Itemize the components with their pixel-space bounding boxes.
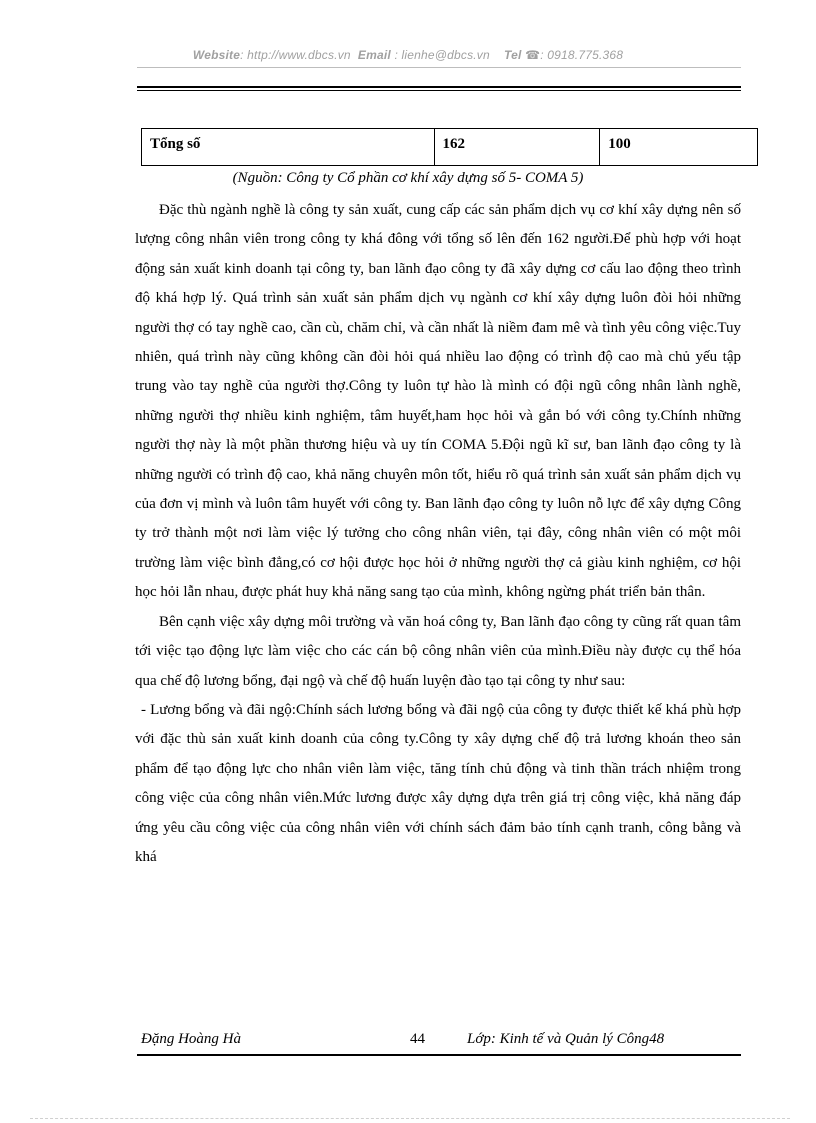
header-thin-rule (137, 67, 741, 68)
total-count-cell: 162 (434, 129, 600, 166)
summary-table (141, 128, 758, 166)
paragraph-compensation: - Lương bổng và đãi ngộ:Chính sách lương bổng và đãi ngộ của công ty được thiết kế khá phù hợp với đặc thù sản xuất kinh doanh của công ty.Công ty xây dựng chế độ trả lương khoán theo sản phẩm để tạo động lực cho nhân viên làm việc, tăng tính chủ động và tinh thần trách nhiệm trong công việc của công nhân viên.Mức lương được xây dựng dựa trên giá trị công việc, khả năng đáp ứng yêu cầu công việc của công nhân viên với chính sách đảm bảo tính cạnh tranh, công bằng và khá (135, 701, 741, 865)
page-header (0, 48, 816, 62)
tel-label: Tel (504, 48, 522, 62)
paragraph-workforce: Đặc thù ngành nghề là công ty sản xuất, cung cấp các sản phẩm dịch vụ cơ khí xây dựng nên số lượng công nhân viên trong công ty khá đông với tổng số lên đến 162 người.Để phù hợp với hoạt động sản xuất kinh doanh tại công ty, ban lãnh đạo công ty đã xây dựng cơ cấu lao động theo trình độ khá hợp lý. Quá trình sản xuất sản phẩm dịch vụ ngành cơ khí xây dựng luôn đòi hỏi những người thợ có tay nghề cao, cần cù, chăm chỉ, và cần nhất là niềm đam mê và tình yêu công việc.Tuy nhiên, quá trình này cũng không cần đòi hỏi quá nhiều lao động có trình độ cao mà chủ yếu tập trung vào tay nghề của người thợ.Công ty luôn tự hào là mình có đội ngũ công nhân lành nghề, những người thợ nhiều kinh nghiệm, tâm huyết,ham học hỏi và gắn bó với công ty.Chính những người thợ này là một phần thương hiệu và uy tín COMA 5.Đội ngũ kĩ sư, ban lãnh đạo công ty là những người có trình độ cao, khả năng chuyên môn tốt, hiểu rõ quá trình sản xuất sản phẩm dịch vụ của đơn vị mình và luôn tâm huyết với công ty. Ban lãnh đạo công ty luôn nỗ lực để xây dựng Công ty trở thành một nơi làm việc lý tưởng cho công nhân viên, tại đây, công nhân viên có một môi trường làm việc bình đẳng,có cơ hội được học hỏi ở những người thợ cả giàu kinh nghiệm, cơ hội học hỏi lẫn nhau, được phát huy khả năng sang tạo của mình, không ngừng phát triển bản thân. (135, 202, 741, 601)
website-value: : http://www.dbcs.vn (240, 48, 351, 62)
header-double-rule-bottom (137, 90, 741, 91)
table-row (142, 129, 758, 166)
footer-rule (137, 1054, 741, 1056)
source-note: (Nguồn: Công ty Cổ phần cơ khí xây dựng số 5- COMA 5) (232, 170, 584, 186)
email-label: Email (357, 48, 391, 62)
header-double-rule-top (137, 86, 741, 88)
total-label-cell: Tổng số (142, 129, 435, 166)
body-text (135, 196, 741, 872)
page-edge-divider (30, 1118, 790, 1119)
phone-icon: ☎ (525, 48, 541, 62)
paragraph-motivation: Bên cạnh việc xây dựng môi trường và văn hoá công ty, Ban lãnh đạo công ty cũng rất quan tâm tới việc tạo động lực làm việc cho các cán bộ công nhân viên của mình.Điều này được cụ thể hóa qua chế độ lương bổng, đại ngộ và chế độ huấn luyện đào tạo tại công ty như sau: (135, 613, 741, 689)
tel-value: : 0918.775.368 (540, 48, 624, 62)
website-label: Website (192, 48, 241, 62)
email-value: : lienhe@dbcs.vn (394, 48, 490, 62)
page-footer (137, 1031, 741, 1053)
footer-author: Đặng Hoàng Hà (141, 1031, 241, 1047)
total-percent-cell: 100 (600, 129, 758, 166)
page-number: 44 (410, 1031, 425, 1047)
footer-class-info: Lớp: Kinh tế và Quản lý Công48 (467, 1031, 665, 1047)
